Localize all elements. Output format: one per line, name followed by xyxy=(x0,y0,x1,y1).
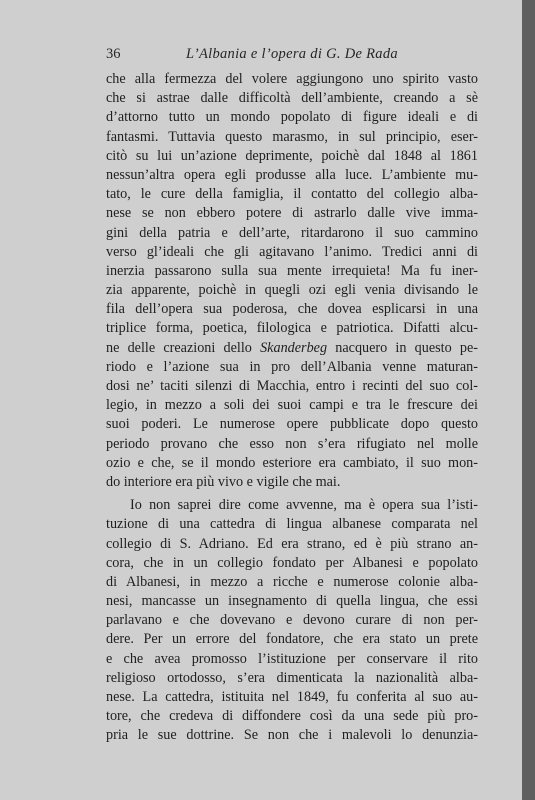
text-line: Io non saprei dire come avvenne, ma è opera sua l’isti- xyxy=(130,497,478,514)
text-line: d’attorno tutto un mondo popolato di figure ideali e di xyxy=(106,109,478,126)
text-line: verso gl’ideali che gli agitavano l’animo. Tredici anni di xyxy=(106,243,478,260)
text-line: tuzione di una cattedra di lingua albanese comparata nel xyxy=(106,516,478,533)
text-line: ozio e che, se il mondo esteriore era cambiato, il suo mon- xyxy=(106,454,478,471)
text-line: di Albanesi, in mezzo a ricche e numerose colonie alba- xyxy=(106,573,478,590)
text-line: ne delle creazioni dello Skanderbeg nacquero in questo pe- xyxy=(106,339,478,356)
text-line: fila dell’opera sua poderosa, che dovea esplicarsi in una xyxy=(106,301,478,318)
text-line: dosi ne’ taciti silenzi di Macchia, entro i recinti del suo col- xyxy=(106,378,478,394)
text-line: legio, in mezzo a soli dei suoi campi e tra le frescure dei xyxy=(106,397,478,414)
text-line: fantasmi. Tuttavia questo marasmo, in sul principio, eser- xyxy=(106,128,478,145)
text-line: nese se non ebbero potere di astrarlo dalle vive imma- xyxy=(106,205,478,222)
text-line: dere. Per un errore del fondatore, che era stato un prete xyxy=(106,631,478,648)
text-line: parlavano e che dovevano e devono curare di non per- xyxy=(106,612,478,629)
body-text xyxy=(106,70,478,746)
page-header xyxy=(106,46,478,66)
text-line: pria le sue dottrine. Se non che i malevoli lo denunzia- xyxy=(106,727,478,744)
text-line: che si astrae dalle difficoltà dell’ambiente, creando a sè xyxy=(106,90,478,107)
text-line: tato, le cure della famiglia, il contatto del collegio alba- xyxy=(106,186,478,203)
paragraph-1 xyxy=(106,70,478,492)
text-line: triplice forma, poetica, filologica e patriotica. Difatti alcu- xyxy=(106,320,478,337)
text-line: nessun’altra opera egli produsse alla luce. L’ambiente mu- xyxy=(106,166,478,183)
text-line: e che avea promosso l’istituzione per conservare il rito xyxy=(106,650,478,667)
page-number: 36 xyxy=(106,46,121,62)
text-line: che alla fermezza del volere aggiungono uno spirito vasto xyxy=(106,71,478,87)
text-line: religioso ortodosso, s’era dimenticata la nazionalità alba- xyxy=(106,669,478,686)
text-line: nesi, mancasse un insegnamento di quella lingua, che essi xyxy=(106,593,478,610)
text-line: tore, che credeva di diffondere così da una sede più pro- xyxy=(106,708,478,725)
text-line: cora, che in un collegio fondato per Albanesi e popolato xyxy=(106,554,478,571)
page-edge-shadow xyxy=(522,0,535,800)
running-title: L’Albania e l’opera di G. De Rada xyxy=(186,46,398,62)
text-line: inerzia passarono sulla sua mente irrequieta! Ma fu iner- xyxy=(106,262,478,279)
paragraph-2 xyxy=(106,496,478,745)
text-line: do interiore era più vivo e vigile che mai. xyxy=(106,473,341,490)
text-line: zia apparente, poichè in quegli ozi egli venia divisando le xyxy=(106,282,478,299)
text-line: suoi poderi. Le numerose opere pubblicate dopo questo xyxy=(106,416,478,433)
work-title: Skanderbeg xyxy=(260,339,328,356)
text-line: riodo e l’azione sua in pro dell’Albania venne maturan- xyxy=(106,358,478,375)
text-line: periodo provano che esso non s’era rifugiato nel molle xyxy=(106,435,478,452)
text-line: gini della patria e dell’arte, ritardarono il suo cammino xyxy=(106,224,478,241)
text-line: citò su lui un’azione deprimente, poichè dal 1848 al 1861 xyxy=(106,147,478,164)
text-line: nese. La cattedra, istituita nel 1849, fu conferita al suo au- xyxy=(106,689,478,705)
text-line: collegio di S. Adriano. Ed era strano, ed è più strano an- xyxy=(106,535,478,552)
